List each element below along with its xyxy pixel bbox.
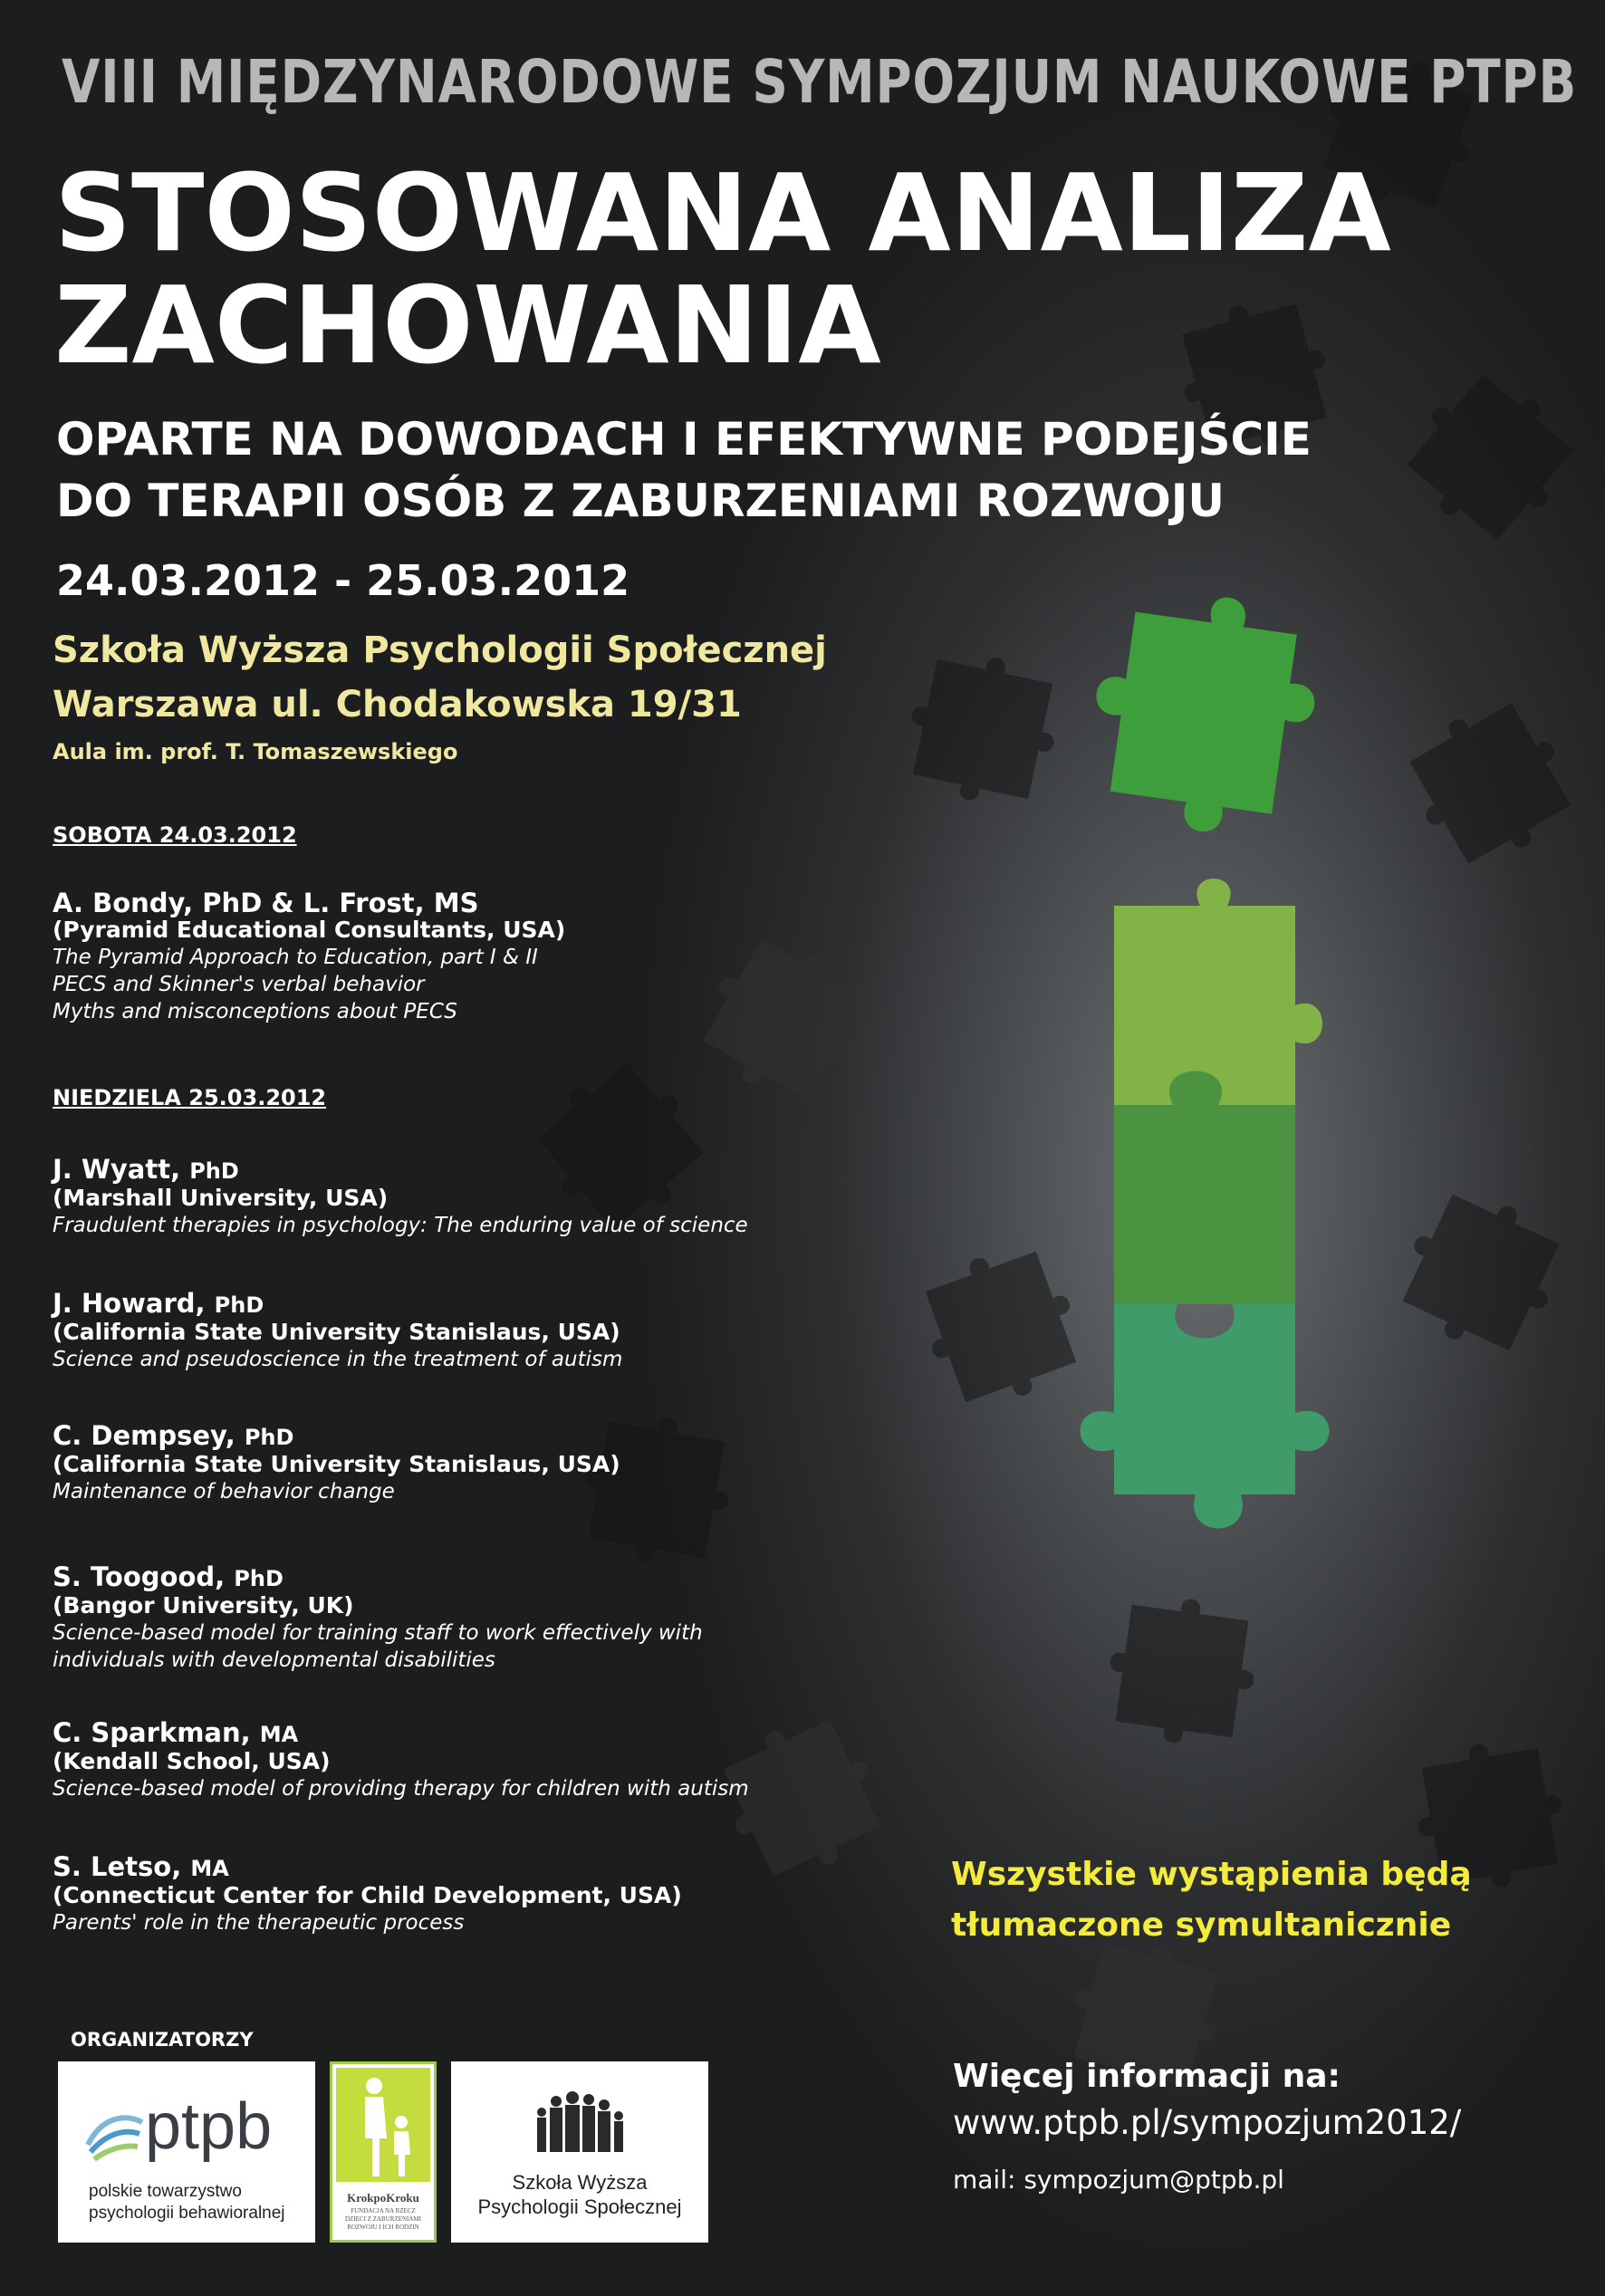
puzzle-piece-top-icon bbox=[1080, 581, 1328, 845]
speaker-name: J. Wyatt, PhD bbox=[53, 1154, 239, 1185]
website-link[interactable]: www.ptpb.pl/sympozjum2012/ bbox=[953, 2103, 1462, 2142]
krok-po-kroku-logo bbox=[330, 2061, 437, 2243]
talk-item bbox=[53, 1563, 703, 1674]
speaker-affiliation: (Pyramid Educational Consultants, USA) bbox=[53, 917, 566, 943]
talk-item bbox=[53, 1853, 682, 1936]
venue-line2: Warszawa ul. Chodakowska 19/31 bbox=[53, 684, 742, 725]
talk-title: Science and pseudoscience in the treatment of autism bbox=[53, 1348, 623, 1371]
puzzle-piece-4-icon bbox=[1081, 1304, 1330, 1529]
talk-title: Science-based model for training staff to work effectively with bbox=[53, 1621, 703, 1645]
talk-item bbox=[53, 1290, 622, 1373]
puzzle-piece-3-icon bbox=[1114, 1071, 1295, 1305]
talk-title: PECS and Skinner's verbal behavior bbox=[53, 973, 425, 996]
talk-title: Parents' role in the therapeutic process bbox=[53, 1911, 465, 1935]
venue-line1: Szkoła Wyższa Psychologii Społecznej bbox=[53, 629, 827, 671]
parent-child-silhouette-icon bbox=[349, 2075, 421, 2179]
background-puzzle-icon bbox=[678, 914, 889, 1124]
talk-item bbox=[53, 1422, 620, 1505]
background-puzzle-icon bbox=[1379, 1170, 1583, 1375]
speaker-affiliation: (Connecticut Center for Child Development, USA) bbox=[53, 1882, 682, 1908]
main-title-line2: ZACHOWANIA bbox=[54, 263, 881, 388]
speaker-affiliation: (Bangor University, UK) bbox=[53, 1592, 354, 1619]
background-puzzle-icon bbox=[891, 638, 1074, 821]
speaker-name: A. Bondy, PhD & L. Frost, MS bbox=[53, 888, 479, 918]
talk-title: Science-based model of providing therapy for children with autism bbox=[53, 1777, 749, 1801]
talk-item bbox=[53, 889, 565, 1025]
background-puzzle-icon bbox=[1095, 1584, 1269, 1758]
family-silhouettes-icon bbox=[533, 2089, 627, 2152]
krok-tagline: FUNDACJA NA RZECZ DZIECI Z ZABURZENIAMI ROZWOJU I ICH RODZIN bbox=[345, 2207, 421, 2231]
talk-title: The Pyramid Approach to Education, part I & II bbox=[53, 946, 538, 969]
day-saturday-heading: SOBOTA 24.03.2012 bbox=[53, 822, 297, 848]
ptpb-full-name: polskie towarzystwo psychologii behawioralnej bbox=[89, 2182, 285, 2223]
speaker-name: C. Dempsey, PhD bbox=[53, 1420, 294, 1451]
puzzle-piece-2-icon bbox=[1114, 879, 1322, 1105]
background-puzzle-icon bbox=[1385, 678, 1595, 889]
krok-wordmark: KrokpoKroku bbox=[347, 2191, 419, 2205]
swps-logo bbox=[451, 2061, 708, 2243]
speaker-name: J. Howard, PhD bbox=[53, 1288, 264, 1319]
contact-email[interactable]: mail: sympozjum@ptpb.pl bbox=[953, 2165, 1284, 2195]
swps-name: Szkoła Wyższa Psychologii Społecznej bbox=[477, 2171, 682, 2218]
more-info-heading: Więcej informacji na: bbox=[953, 2058, 1341, 2095]
speaker-affiliation: (California State University Stanislaus, USA) bbox=[53, 1451, 620, 1477]
talk-title: Maintenance of behavior change bbox=[53, 1480, 395, 1503]
organizers-heading: ORGANIZATORZY bbox=[71, 2029, 254, 2051]
super-title: VIII MIĘDZYNARODOWE SYMPOZJUM NAUKOWE PTPB bbox=[62, 47, 1578, 117]
talk-item bbox=[53, 1156, 748, 1239]
speaker-affiliation: (Kendall School, USA) bbox=[53, 1748, 331, 1774]
talk-title: individuals with developmental disabilities bbox=[53, 1648, 495, 1672]
speaker-name: C. Sparkman, MA bbox=[53, 1717, 299, 1748]
translation-note: Wszystkie wystąpienia będą tłumaczone symultanicznie bbox=[951, 1856, 1472, 1944]
main-title-line1: STOSOWANA ANALIZA bbox=[54, 150, 1391, 275]
subtitle-line2: DO TERAPII OSÓB Z ZABURZENIAMI ROZWOJU bbox=[56, 475, 1225, 527]
ptpb-swoosh-icon bbox=[83, 2109, 147, 2163]
speaker-name: S. Letso, MA bbox=[53, 1851, 229, 1882]
background-puzzle-icon bbox=[1381, 349, 1599, 566]
talk-title: Myths and misconceptions about PECS bbox=[53, 1000, 457, 1023]
venue-hall: Aula im. prof. T. Tomaszewskiego bbox=[53, 739, 458, 764]
subtitle-line1: OPARTE NA DOWODACH I EFEKTYWNE PODEJŚCIE bbox=[56, 413, 1312, 466]
puzzle-column-illustration bbox=[1069, 580, 1377, 1594]
talk-title: Fraudulent therapies in psychology: The enduring value of science bbox=[53, 1214, 748, 1237]
speaker-name: S. Toogood, PhD bbox=[53, 1561, 284, 1592]
talk-item bbox=[53, 1719, 749, 1802]
speaker-affiliation: (California State University Stanislaus, USA) bbox=[53, 1319, 620, 1345]
speaker-affiliation: (Marshall University, USA) bbox=[53, 1185, 389, 1211]
ptpb-logo bbox=[58, 2061, 315, 2243]
event-dates: 24.03.2012 - 25.03.2012 bbox=[56, 556, 630, 605]
day-sunday-heading: NIEDZIELA 25.03.2012 bbox=[53, 1085, 327, 1110]
ptpb-wordmark: ptpb bbox=[145, 2090, 273, 2163]
